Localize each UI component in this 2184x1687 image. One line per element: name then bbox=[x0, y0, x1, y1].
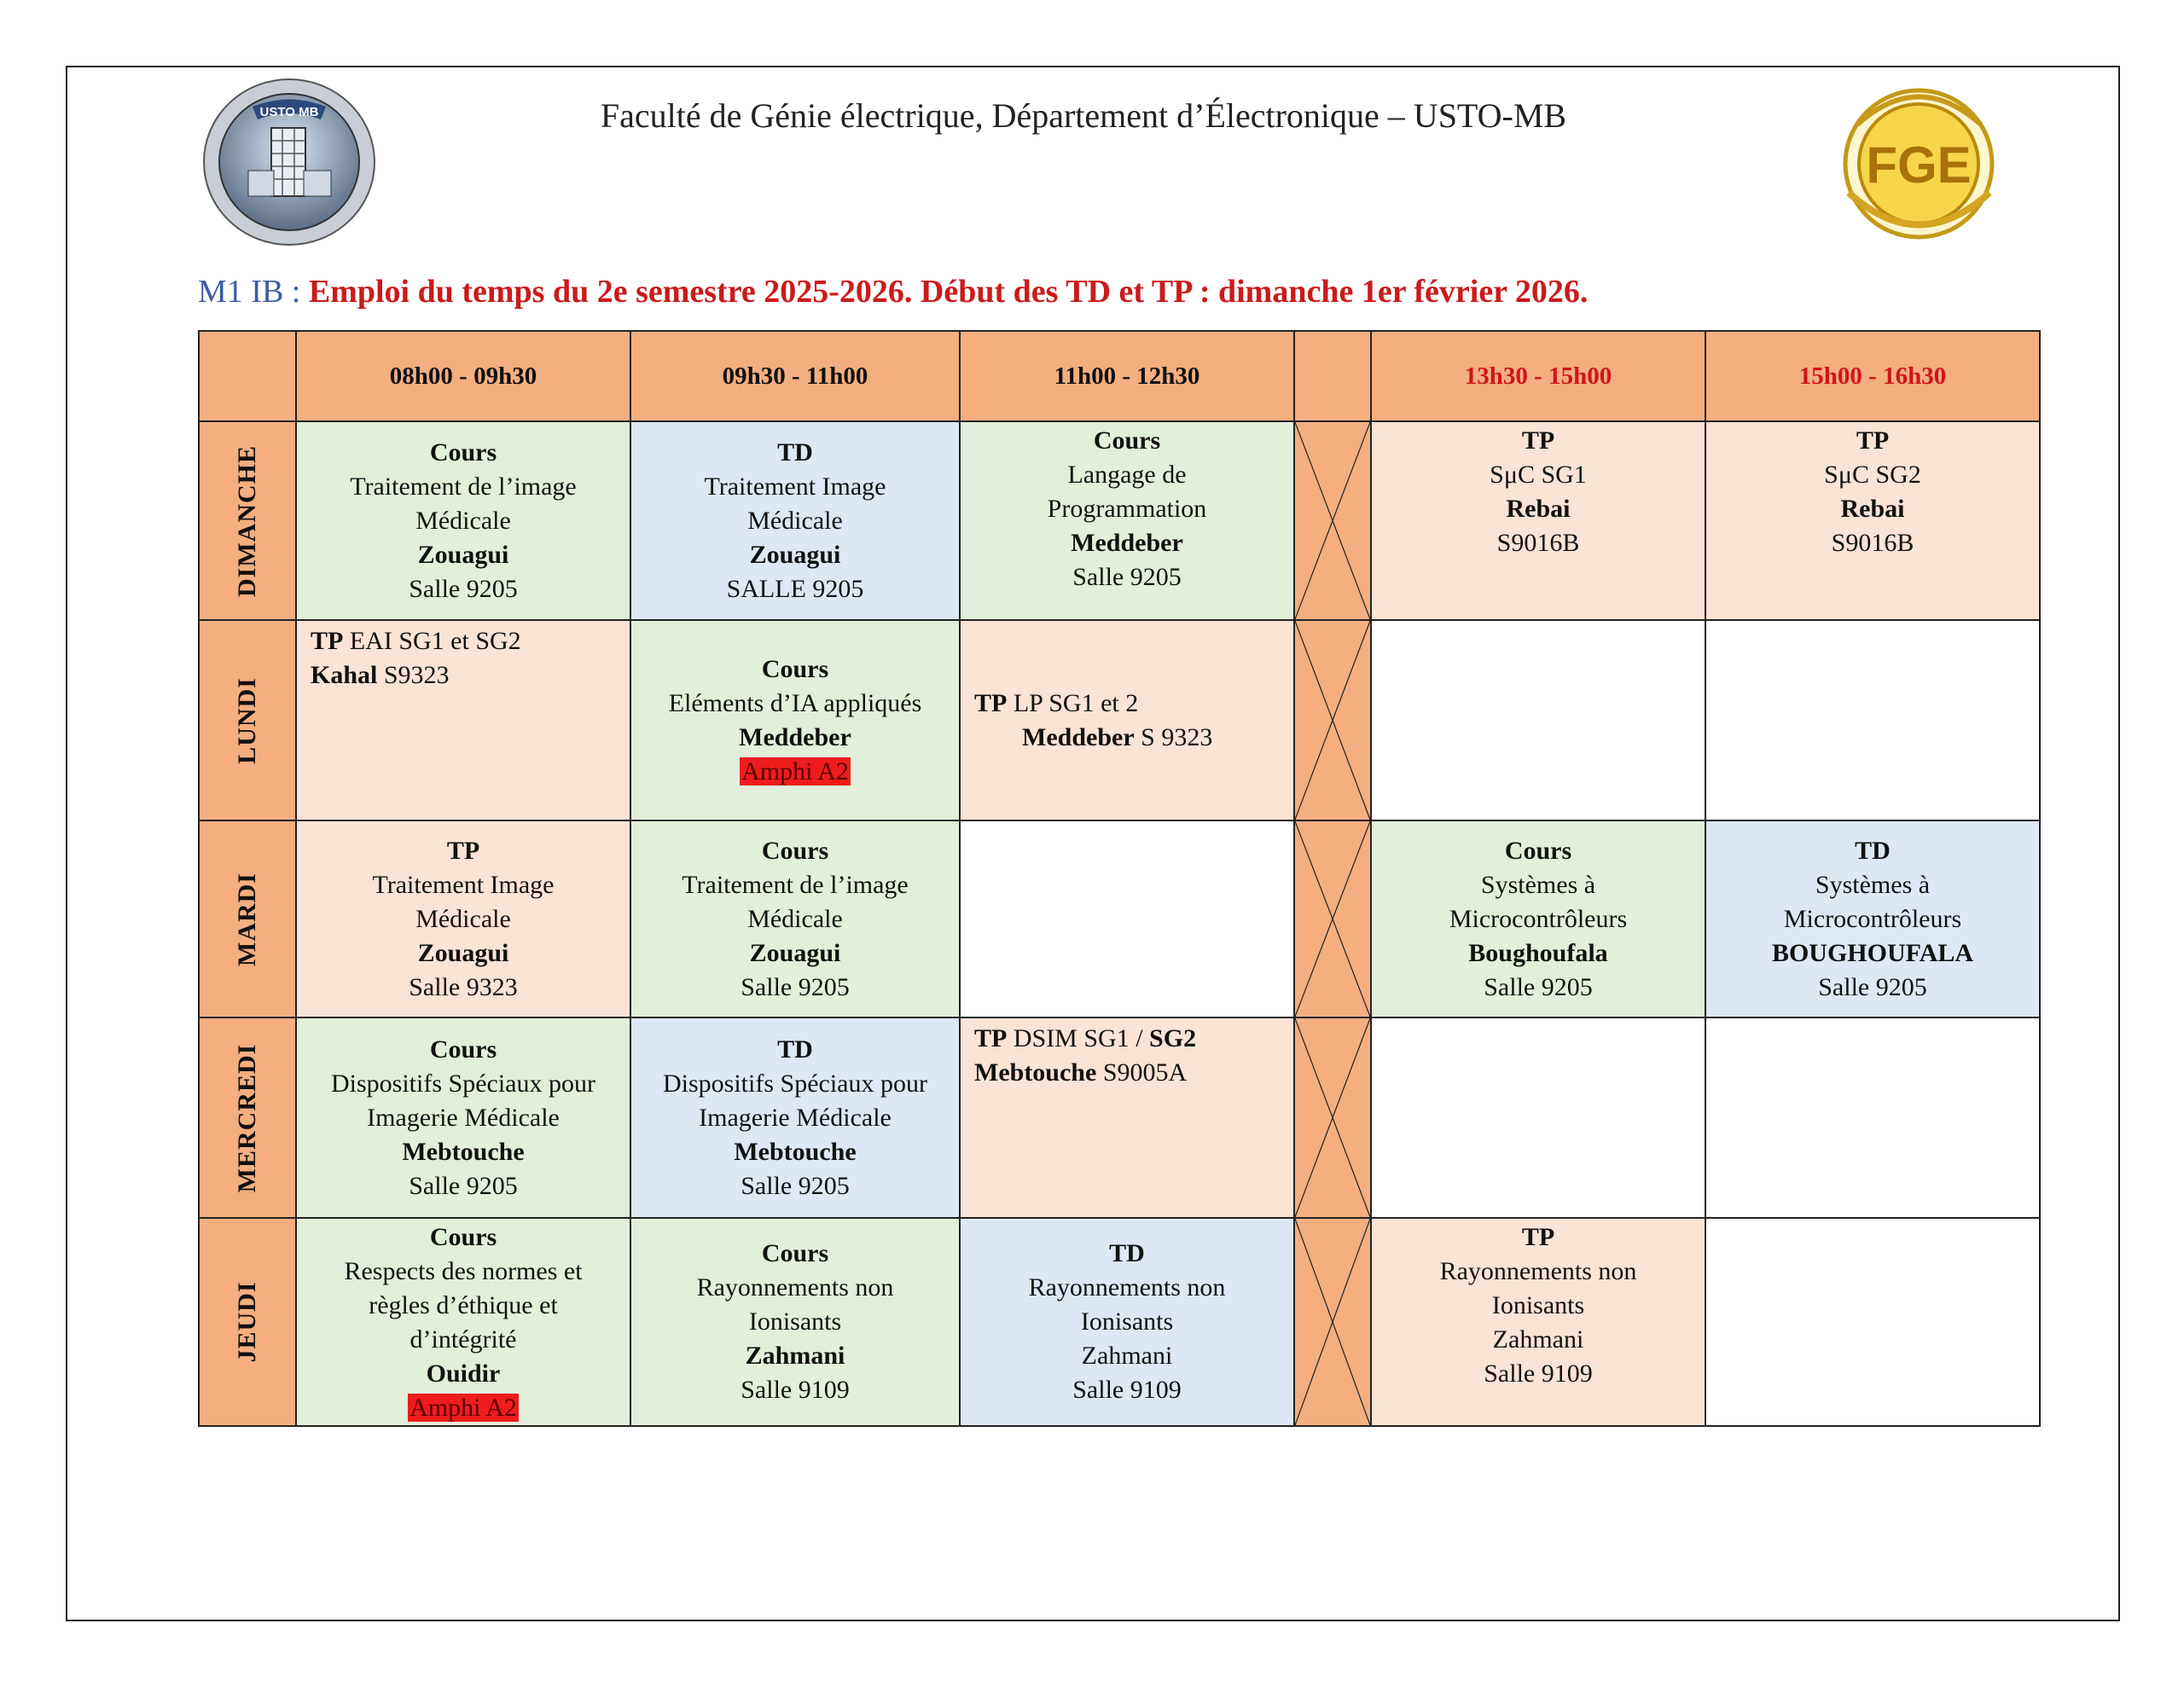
course-title: Rayonnements non bbox=[1028, 1273, 1226, 1301]
course-title: SμC SG2 bbox=[1824, 461, 1921, 489]
cross-mark bbox=[1295, 821, 1370, 1017]
course-title: Ionisants bbox=[748, 1307, 842, 1336]
lunch-break-cell bbox=[1294, 820, 1371, 1017]
course-title: Traitement de l’image bbox=[350, 472, 577, 501]
timetable-header-row bbox=[199, 331, 2040, 421]
slot-header: 08h00 - 09h30 bbox=[296, 331, 630, 421]
course-cell bbox=[296, 1017, 630, 1218]
course-title: EAI SG1 et SG2 bbox=[349, 627, 521, 655]
course-title: Médicale bbox=[415, 506, 511, 535]
day-row-dimanche bbox=[199, 421, 2040, 620]
day-label bbox=[199, 1017, 296, 1218]
teacher-name: Zouagui bbox=[417, 540, 509, 569]
cross-mark bbox=[1295, 422, 1370, 619]
corner-cell bbox=[199, 331, 296, 421]
day-row-jeudi bbox=[199, 1218, 2040, 1426]
room: S9016B bbox=[1496, 529, 1580, 557]
room: Salle 9109 bbox=[1072, 1376, 1182, 1404]
room-highlighted: Amphi A2 bbox=[410, 1394, 517, 1422]
session-type: Cours bbox=[761, 836, 829, 865]
course-title: Traitement Image bbox=[372, 870, 555, 899]
teacher-name: Zouagui bbox=[749, 938, 841, 967]
course-cell bbox=[960, 620, 1294, 820]
course-group: SG2 bbox=[1149, 1024, 1197, 1052]
day-name: JEUDI bbox=[233, 1281, 261, 1363]
course-title: Microcontrôleurs bbox=[1783, 904, 1962, 933]
teacher-name: Zahmani bbox=[745, 1342, 845, 1370]
room: Salle 9109 bbox=[1484, 1359, 1593, 1388]
room: Salle 9205 bbox=[409, 1171, 518, 1200]
teacher-name: Boughoufala bbox=[1468, 938, 1608, 967]
course-cell bbox=[1371, 1218, 1705, 1426]
course-title: Dispositifs Spéciaux pour bbox=[331, 1069, 595, 1098]
room-highlighted: Amphi A2 bbox=[741, 757, 849, 786]
break-header bbox=[1294, 331, 1371, 421]
room: S9005A bbox=[1102, 1058, 1188, 1087]
course-cell bbox=[296, 1218, 630, 1426]
course-title: Ionisants bbox=[1491, 1291, 1585, 1319]
course-title: LP SG1 et 2 bbox=[1013, 688, 1139, 717]
course-title: Rayonnements non bbox=[696, 1273, 894, 1301]
session-type: Cours bbox=[1504, 836, 1572, 865]
session-type: TD bbox=[1855, 836, 1891, 865]
course-cell bbox=[1705, 820, 2040, 1017]
day-row-mercredi bbox=[199, 1017, 2040, 1218]
day-label bbox=[199, 620, 296, 820]
program-code: M1 IB bbox=[198, 274, 284, 310]
room: Salle 9205 bbox=[741, 972, 850, 1001]
room: S 9323 bbox=[1141, 722, 1213, 751]
cross-mark bbox=[1295, 1219, 1370, 1425]
session-type: TP bbox=[974, 688, 1008, 717]
room: Salle 9205 bbox=[1072, 563, 1182, 591]
course-title: Médicale bbox=[747, 506, 843, 535]
room: Salle 9205 bbox=[409, 574, 518, 603]
fge-logo bbox=[1823, 73, 2013, 247]
session-type: Cours bbox=[761, 654, 829, 683]
course-cell bbox=[630, 1218, 960, 1426]
lunch-break-cell bbox=[1294, 1017, 1371, 1218]
course-title: Systèmes à bbox=[1815, 870, 1931, 899]
course-cell bbox=[960, 1017, 1294, 1218]
subtitle-separator: : bbox=[291, 274, 301, 310]
room: Salle 9109 bbox=[741, 1376, 850, 1404]
day-label bbox=[199, 1218, 296, 1426]
lunch-break-cell bbox=[1294, 620, 1371, 820]
teacher-name: Zouagui bbox=[749, 540, 841, 569]
empty-cell bbox=[1371, 1017, 1705, 1218]
room: Salle 9205 bbox=[1484, 972, 1593, 1001]
course-title: Systèmes à bbox=[1480, 870, 1596, 899]
course-title: DSIM SG1 / bbox=[1013, 1024, 1143, 1052]
teacher-name: Meddeber bbox=[1071, 529, 1183, 557]
teacher-name: Rebai bbox=[1840, 495, 1905, 523]
session-type: Cours bbox=[429, 438, 497, 467]
course-title: Ionisants bbox=[1080, 1307, 1174, 1336]
session-type: TP bbox=[311, 627, 344, 655]
course-cell bbox=[960, 421, 1294, 620]
course-title: Imagerie Médicale bbox=[367, 1103, 560, 1132]
slot-header: 15h00 - 16h30 bbox=[1705, 331, 2040, 421]
course-title: d’intégrité bbox=[410, 1325, 517, 1354]
session-type: TD bbox=[1109, 1239, 1145, 1267]
course-title: Imagerie Médicale bbox=[699, 1103, 892, 1132]
usto-logo-label: USTO MB bbox=[259, 105, 319, 119]
schedule-title: Emploi du temps du 2e semestre 2025-2026. Début des TD et TP : dimanche 1er février 2026. bbox=[308, 274, 1589, 310]
slot-header: 11h00 - 12h30 bbox=[960, 331, 1294, 421]
teacher-name: Zahmani bbox=[1081, 1342, 1173, 1370]
course-title: Dispositifs Spéciaux pour bbox=[663, 1069, 927, 1098]
room: SALLE 9205 bbox=[726, 574, 864, 603]
day-row-lundi bbox=[199, 620, 2040, 820]
course-cell bbox=[630, 1017, 960, 1218]
timetable bbox=[198, 330, 2041, 1427]
teacher-name: Ouidir bbox=[426, 1359, 501, 1388]
session-type: TP bbox=[974, 1024, 1008, 1052]
course-title: Rayonnements non bbox=[1439, 1257, 1637, 1285]
course-title: règles d’éthique et bbox=[369, 1291, 558, 1319]
teacher-name: Mebtouche bbox=[734, 1137, 857, 1166]
cross-mark bbox=[1295, 621, 1370, 820]
teacher-name: Mebtouche bbox=[974, 1058, 1097, 1087]
session-type: TP bbox=[1521, 1223, 1555, 1251]
session-type: Cours bbox=[1093, 426, 1161, 455]
usto-mb-logo bbox=[201, 77, 377, 247]
session-type: TD bbox=[777, 438, 813, 467]
day-row-mardi bbox=[199, 820, 2040, 1017]
teacher-name: Meddeber bbox=[739, 722, 851, 751]
course-cell bbox=[1371, 421, 1705, 620]
course-title: Respects des normes et bbox=[344, 1257, 583, 1285]
course-title: Langage de bbox=[1067, 461, 1187, 489]
slot-header: 09h30 - 11h00 bbox=[630, 331, 960, 421]
course-title: Eléments d’IA appliqués bbox=[668, 688, 922, 717]
teacher-name: Meddeber bbox=[1022, 722, 1135, 751]
course-cell bbox=[960, 1218, 1294, 1426]
teacher-name: Kahal bbox=[311, 661, 378, 689]
day-name: MERCREDI bbox=[233, 1043, 261, 1192]
course-title: SμC SG1 bbox=[1490, 461, 1587, 489]
cross-mark bbox=[1295, 1018, 1370, 1217]
room: Salle 9205 bbox=[741, 1171, 850, 1200]
room: Salle 9323 bbox=[409, 972, 518, 1001]
faculty-title: Faculté de Génie électrique, Département d’Électronique – USTO-MB bbox=[600, 96, 1567, 135]
course-cell bbox=[1705, 421, 2040, 620]
course-cell bbox=[296, 620, 630, 820]
course-cell bbox=[296, 421, 630, 620]
room: S9323 bbox=[383, 661, 450, 689]
course-title: Microcontrôleurs bbox=[1449, 904, 1628, 933]
course-cell bbox=[296, 820, 630, 1017]
schedule-subtitle bbox=[198, 273, 1588, 310]
course-title: Programmation bbox=[1047, 495, 1207, 523]
course-title: Traitement Image bbox=[704, 472, 886, 501]
day-name: MARDI bbox=[233, 872, 261, 966]
day-name: DIMANCHE bbox=[233, 444, 261, 597]
session-type: TP bbox=[1521, 426, 1555, 455]
lunch-break-cell bbox=[1294, 1218, 1371, 1426]
session-type: TP bbox=[1856, 426, 1890, 455]
empty-cell bbox=[960, 820, 1294, 1017]
session-type: Cours bbox=[761, 1239, 829, 1267]
course-title: Traitement de l’image bbox=[682, 870, 909, 899]
course-cell bbox=[630, 820, 960, 1017]
session-type: TD bbox=[777, 1035, 813, 1064]
teacher-name: Zahmani bbox=[1492, 1325, 1584, 1354]
course-cell bbox=[630, 620, 960, 820]
lunch-break-cell bbox=[1294, 421, 1371, 620]
slot-header: 13h30 - 15h00 bbox=[1371, 331, 1705, 421]
teacher-name: Zouagui bbox=[417, 938, 509, 967]
session-type: TP bbox=[446, 836, 480, 865]
teacher-name: BOUGHOUFALA bbox=[1771, 938, 1974, 967]
day-label bbox=[199, 820, 296, 1017]
empty-cell bbox=[1371, 620, 1705, 820]
empty-cell bbox=[1705, 620, 2040, 820]
room: Salle 9205 bbox=[1818, 972, 1927, 1001]
day-name: LUNDI bbox=[233, 676, 261, 764]
fge-logo-label: FGE bbox=[1866, 136, 1972, 194]
session-type: Cours bbox=[429, 1223, 497, 1251]
empty-cell bbox=[1705, 1218, 2040, 1426]
session-type: Cours bbox=[429, 1035, 497, 1064]
empty-cell bbox=[1705, 1017, 2040, 1218]
course-cell bbox=[1371, 820, 1705, 1017]
course-title: Médicale bbox=[747, 904, 843, 933]
day-label bbox=[199, 421, 296, 620]
room: S9016B bbox=[1831, 529, 1914, 557]
teacher-name: Mebtouche bbox=[402, 1137, 525, 1166]
teacher-name: Rebai bbox=[1506, 495, 1571, 523]
course-title: Médicale bbox=[415, 904, 511, 933]
course-cell bbox=[630, 421, 960, 620]
